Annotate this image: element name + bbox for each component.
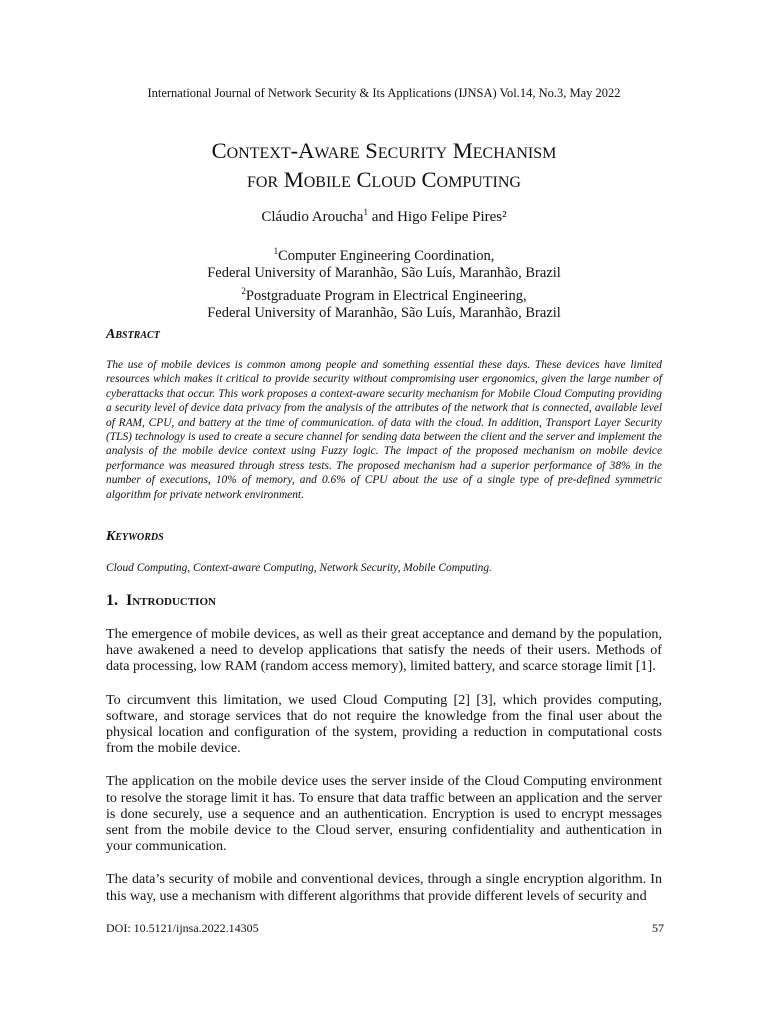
- abstract-text: The use of mobile devices is common among people and something essential these days. These devices have limited resources which makes it critical to provide security without compromising user ergonomics, given the large number of cyberattacks that occur. This work proposes a context-aware security mechanism for Mobile Cloud Computing providing a security level of device data privacy from the analysis of the attributes of the network that is connected, available level of RAM, CPU, and battery at the time of communication. of data with the cloud. In addition, Transport Layer Security (TLS) technology is used to create a secure channel for sending data between the client and the server and implement the analysis of the mobile device context using Fuzzy logic. The impact of the proposed mechanism on mobile device performance was measured through stress tests. The proposed mechanism had a superior performance of 38% in the number of executions, 10% of memory, and 0.6% of CPU about the use of a single type of pre-defined symmetric algorithm for private network environment.: [106, 359, 662, 501]
- introduction-body: [106, 626, 662, 921]
- page-number: 57: [652, 921, 664, 935]
- affiliation-sup: 1: [273, 246, 279, 256]
- footer-doi: DOI: 10.5121/ijnsa.2022.14305: [106, 921, 259, 935]
- affiliations: [0, 243, 768, 323]
- affiliation-sup: 2: [241, 285, 246, 296]
- abstract-heading: Abstract: [106, 327, 160, 342]
- affiliation-line: [0, 243, 768, 265]
- section-title: Introduction: [126, 592, 216, 609]
- title-line-2: for Mobile Cloud Computing: [246, 167, 521, 192]
- keywords-text: Cloud Computing, Context-aware Computing, Network Security, Mobile Computing.: [106, 562, 492, 574]
- body-paragraph: The data’s security of mobile and conventional devices, through a single encryption algorithm. In this way, use a mechanism with different algorithms that provide different levels of security and: [106, 871, 662, 904]
- author-line: [0, 207, 768, 226]
- paper-title: [0, 136, 768, 194]
- keywords-heading: Keywords: [106, 529, 164, 544]
- affiliation-line: [0, 283, 768, 305]
- title-line-1: Context-Aware Security Mechanism: [211, 138, 557, 163]
- section-number: 1.: [106, 592, 118, 609]
- body-paragraph: The emergence of mobile devices, as well as their great acceptance and demand by the population, have awakened a need to develop applications that satisfy the needs of their users. Methods of data processing, low RAM (random access memory), limited battery, and scarce storage limit [1].: [106, 626, 662, 675]
- affiliation-text: Federal University of Maranhão, São Luís, Maranhão, Brazil: [207, 265, 561, 282]
- journal-header: International Journal of Network Security & Its Applications (IJNSA) Vol.14, No.3, May 2022: [147, 86, 621, 100]
- affiliation-text: Postgraduate Program in Electrical Engineering,: [245, 287, 527, 304]
- body-paragraph: To circumvent this limitation, we used Cloud Computing [2] [3], which provides computing, software, and storage services that do not require the knowledge from the final user about the physical location and configuration of the system, providing a reduction in computational costs from the mobile device.: [106, 691, 662, 757]
- affiliation-line: [0, 305, 768, 323]
- affiliation-line: [0, 265, 768, 283]
- author-1: Cláudio Aroucha: [261, 209, 364, 225]
- affiliation-text: Computer Engineering Coordination,: [278, 247, 495, 264]
- author-connector: and: [367, 209, 398, 225]
- affiliation-text: Federal University of Maranhão, São Luís, Maranhão, Brazil: [207, 305, 561, 322]
- introduction-heading: [106, 592, 216, 610]
- author-2: Higo Felipe Pires: [397, 209, 503, 225]
- body-paragraph: The application on the mobile device uses the server inside of the Cloud Computing environment to resolve the storage limit it has. To ensure that data traffic between an application and the server is done securely, use a sequence and an authentication. Encryption is used to encrypt messages sent from the mobile device to the Cloud server, ensuring confidentiality and authentication in your communication.: [106, 773, 662, 855]
- author-1-sup: 1: [363, 207, 368, 217]
- author-2-sup: ²: [502, 209, 507, 225]
